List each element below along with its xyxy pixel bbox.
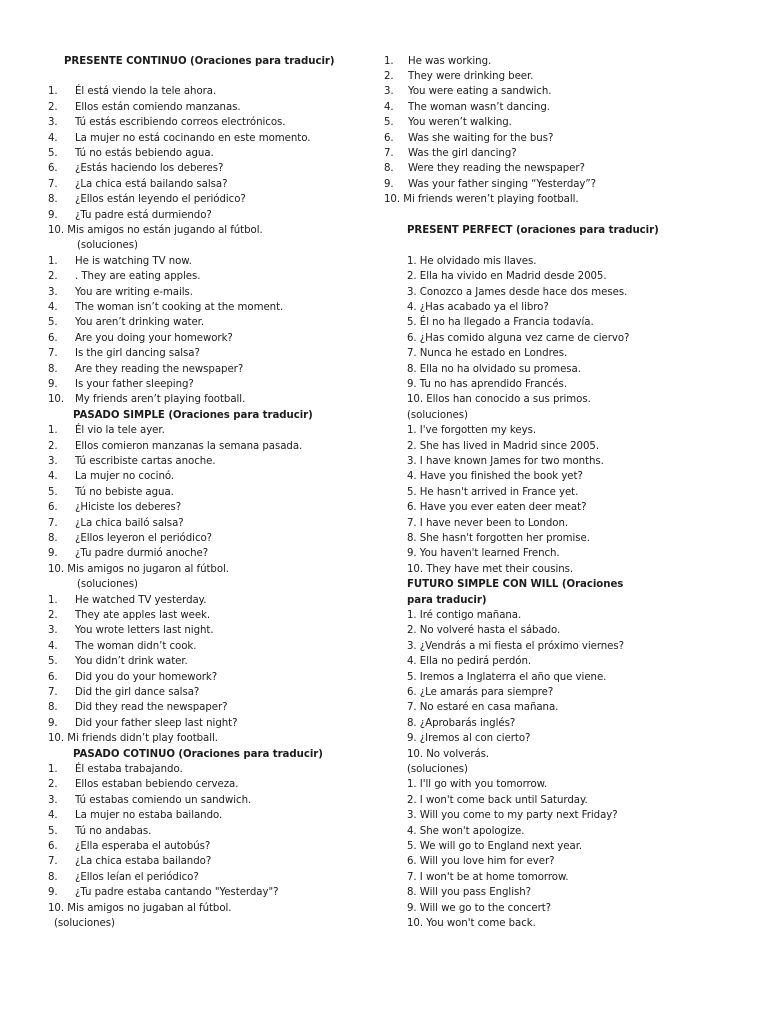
item-text: Did they read the newspaper? xyxy=(75,702,228,714)
item-text: ¿La chica estaba bailando? xyxy=(75,856,212,868)
item-text: ¿Ellos leyeron el periódico? xyxy=(75,532,213,544)
item-text: ¿Tu padre estaba cantando "Yesterday"? xyxy=(75,887,279,899)
list-item: 10. Mis amigos no jugaron al fútbol. xyxy=(48,563,229,575)
item-number: 7. xyxy=(48,178,58,190)
section-heading: PRESENT PERFECT (oraciones para traducir) xyxy=(407,224,659,236)
item-number: 8. xyxy=(48,702,58,714)
list-item: 10. Mis amigos no están jugando al fútbol. xyxy=(48,224,263,236)
section-heading: PASADO SIMPLE (Oraciones para traducir) xyxy=(73,409,313,421)
list-item: 10. They have met their cousins. xyxy=(407,563,574,575)
item-number: 3. xyxy=(48,455,58,467)
item-number: 9. xyxy=(48,378,58,390)
item-number: 2. xyxy=(48,779,58,791)
list-item: 1. Iré contigo mañana. xyxy=(407,609,522,621)
item-text: Did your father sleep last night? xyxy=(75,717,238,729)
item-text: The woman didn’t cook. xyxy=(75,640,197,652)
item-number: 2. xyxy=(48,271,58,283)
list-item: 10. Mi friends didn’t play football. xyxy=(48,733,218,745)
list-item: 2. Ella ha vivido en Madrid desde 2005. xyxy=(407,271,607,283)
list-item: 4. ¿Has acabado ya el libro? xyxy=(407,301,549,313)
list-item: 3. Conozco a James desde hace dos meses. xyxy=(407,286,628,298)
item-text: Tú escribiste cartas anoche. xyxy=(75,455,216,467)
item-text: Did the girl dance salsa? xyxy=(75,686,200,698)
section-heading: PASADO COTINUO (Oraciones para traducir) xyxy=(73,748,323,760)
item-number: 5. xyxy=(48,825,58,837)
list-item: 7. I have never been to London. xyxy=(407,517,569,529)
list-item: 8. Will you pass English? xyxy=(407,887,531,899)
item-number: 9. xyxy=(48,887,58,899)
item-number: 7. xyxy=(48,517,58,529)
item-text: He is watching TV now. xyxy=(75,255,192,267)
item-number: 9. xyxy=(48,548,58,560)
item-text: You didn’t drink water. xyxy=(75,656,188,668)
item-number: 2. xyxy=(48,101,58,113)
item-text: Ellos comieron manzanas la semana pasada. xyxy=(75,440,303,452)
item-text: ¿Hiciste los deberes? xyxy=(75,502,182,514)
item-number: 4. xyxy=(384,101,394,113)
item-number: 8. xyxy=(48,871,58,883)
item-text: You aren’t drinking water. xyxy=(75,317,205,329)
item-number: 3. xyxy=(384,86,394,98)
item-text: ¿Ella esperaba el autobús? xyxy=(75,840,211,852)
item-text: You weren’t walking. xyxy=(408,117,512,129)
item-text: He was working. xyxy=(408,55,492,67)
list-item: 3. Will you come to my party next Friday? xyxy=(407,810,618,822)
solutions-label: (soluciones) xyxy=(54,917,115,929)
item-number: 5. xyxy=(48,656,58,668)
item-number: 3. xyxy=(48,286,58,298)
item-number: 9. xyxy=(48,717,58,729)
list-item: 9. Will we go to the concert? xyxy=(407,902,552,914)
section-heading: FUTURO SIMPLE CON WILL (Oraciones para traducir) xyxy=(407,579,624,606)
item-number: 4. xyxy=(48,132,58,144)
item-number: 9. xyxy=(384,178,394,190)
item-number: 3. xyxy=(48,117,58,129)
section-heading: PRESENTE CONTINUO (Oraciones para traducir) xyxy=(64,55,335,67)
list-item: 10. Mis amigos no jugaban al fútbol. xyxy=(48,902,232,914)
item-number: 2. xyxy=(384,70,394,82)
item-text: Tú estabas comiendo un sandwich. xyxy=(75,794,252,806)
list-item: 8. Ella no ha olvidado su promesa. xyxy=(407,363,581,375)
item-number: 6. xyxy=(48,840,58,852)
solutions-label: (soluciones) xyxy=(77,579,138,591)
item-text: ¿Tu padre está durmiendo? xyxy=(75,209,212,221)
item-number: 3. xyxy=(48,625,58,637)
item-text: ¿Ellos están leyendo el periódico? xyxy=(75,194,246,206)
list-item: (soluciones) xyxy=(407,763,468,775)
item-number: 1. xyxy=(48,255,58,267)
item-text: My friends aren’t playing football. xyxy=(75,394,246,406)
item-text: Did you do your homework? xyxy=(75,671,218,683)
item-number: 4. xyxy=(48,640,58,652)
item-number: 5. xyxy=(384,117,394,129)
item-number: 4. xyxy=(48,471,58,483)
item-number: 2. xyxy=(48,609,58,621)
item-text: Él estaba trabajando. xyxy=(75,763,183,775)
item-number: 2. xyxy=(48,440,58,452)
item-text: Tú estás escribiendo correos electrónicos. xyxy=(75,117,286,129)
list-item: 8. ¿Aprobarás inglés? xyxy=(407,717,516,729)
item-number: 5. xyxy=(48,147,58,159)
item-text: ¿Estás haciendo los deberes? xyxy=(75,163,224,175)
item-number: 7. xyxy=(384,147,394,159)
item-number: 8. xyxy=(384,163,394,175)
item-number: 8. xyxy=(48,363,58,375)
list-item: 2. I won't come back until Saturday. xyxy=(407,794,588,806)
item-number: 1. xyxy=(48,425,58,437)
list-item: 3. ¿Vendrás a mi fiesta el próximo viernes? xyxy=(407,640,625,652)
list-item: 6. ¿Has comido alguna vez carne de ciervo? xyxy=(407,332,630,344)
item-text: Is the girl dancing salsa? xyxy=(75,348,200,360)
list-item: 4. She won't apologize. xyxy=(407,825,525,837)
item-text: You were eating a sandwich. xyxy=(408,86,552,98)
list-item: 4. Ella no pedirá perdón. xyxy=(407,656,532,668)
item-text: Ellos están comiendo manzanas. xyxy=(75,101,241,113)
item-number: 1. xyxy=(48,594,58,606)
item-text: Él vio la tele ayer. xyxy=(75,425,165,437)
list-item: 5. We will go to England next year. xyxy=(407,840,583,852)
item-number: 7. xyxy=(48,348,58,360)
list-item: 8. She hasn't forgotten her promise. xyxy=(407,532,590,544)
list-item: 10. No volverás. xyxy=(407,748,490,760)
list-item: 6. ¿Le amarás para siempre? xyxy=(407,686,554,698)
item-number: 5. xyxy=(48,317,58,329)
item-number: 4. xyxy=(48,301,58,313)
list-item: 7. I won't be at home tomorrow. xyxy=(407,871,569,883)
item-number: 7. xyxy=(48,686,58,698)
item-number: 4. xyxy=(48,810,58,822)
item-text: Was your father singing “Yesterday”? xyxy=(408,178,596,190)
list-item: 10. Mi friends weren’t playing football. xyxy=(384,194,579,206)
item-text: The woman isn’t cooking at the moment. xyxy=(75,301,284,313)
item-text: Were they reading the newspaper? xyxy=(408,163,585,175)
item-text: Was she waiting for the bus? xyxy=(408,132,554,144)
item-number: 6. xyxy=(48,502,58,514)
list-item: 3. I have known James for two months. xyxy=(407,455,604,467)
item-text: La mujer no está cocinando en este momento. xyxy=(75,132,311,144)
item-number: 3. xyxy=(48,794,58,806)
item-number: 6. xyxy=(48,671,58,683)
item-text: Was the girl dancing? xyxy=(408,147,517,159)
solutions-label: (soluciones) xyxy=(77,240,138,252)
list-item: 1. I'll go with you tomorrow. xyxy=(407,779,548,791)
list-item: (soluciones) xyxy=(407,409,468,421)
item-number: 10. xyxy=(48,394,65,406)
list-item: 9. You haven't learned French. xyxy=(407,548,560,560)
list-item: 1. I've forgotten my keys. xyxy=(407,425,537,437)
item-text: Él está viendo la tele ahora. xyxy=(75,86,217,98)
item-text: Is your father sleeping? xyxy=(75,378,194,390)
item-number: 8. xyxy=(48,194,58,206)
list-item: 6. Have you ever eaten deer meat? xyxy=(407,502,587,514)
list-item: 5. Él no ha llegado a Francia todavía. xyxy=(407,317,594,329)
item-text: You are writing e-mails. xyxy=(75,286,193,298)
item-number: 1. xyxy=(48,86,58,98)
list-item: 2. She has lived in Madrid since 2005. xyxy=(407,440,600,452)
item-text: Tú no andabas. xyxy=(75,825,152,837)
item-text: La mujer no estaba bailando. xyxy=(75,810,223,822)
item-text: ¿La chica está bailando salsa? xyxy=(75,178,228,190)
list-item: 7. Nunca he estado en Londres. xyxy=(407,348,568,360)
list-item: 10. Ellos han conocido a sus primos. xyxy=(407,394,591,406)
item-number: 6. xyxy=(48,163,58,175)
list-item: 2. No volveré hasta el sábado. xyxy=(407,625,561,637)
item-text: Ellos estaban bebiendo cerveza. xyxy=(75,779,239,791)
item-text: ¿La chica bailó salsa? xyxy=(75,517,184,529)
item-number: 8. xyxy=(48,532,58,544)
list-item: 5. He hasn't arrived in France yet. xyxy=(407,486,579,498)
item-text: Are you doing your homework? xyxy=(75,332,233,344)
item-number: 6. xyxy=(384,132,394,144)
item-text: Tú no bebiste agua. xyxy=(75,486,174,498)
item-text: ¿Ellos leían el periódico? xyxy=(75,871,199,883)
item-text: They were drinking beer. xyxy=(408,70,534,82)
item-number: 7. xyxy=(48,856,58,868)
list-item: 7. No estaré en casa mañana. xyxy=(407,702,559,714)
item-text: They ate apples last week. xyxy=(75,609,211,621)
list-item: 4. Have you finished the book yet? xyxy=(407,471,583,483)
item-text: The woman wasn’t dancing. xyxy=(408,101,550,113)
item-text: Tú no estás bebiendo agua. xyxy=(75,147,214,159)
list-item: 1. He olvidado mis llaves. xyxy=(407,255,537,267)
item-text: ¿Tu padre durmió anoche? xyxy=(75,548,209,560)
list-item: 9. Tu no has aprendido Francés. xyxy=(407,378,568,390)
list-item: 5. Iremos a Inglaterra el año que viene. xyxy=(407,671,607,683)
list-item: 6. Will you love him for ever? xyxy=(407,856,555,868)
item-number: 9. xyxy=(48,209,58,221)
item-text: La mujer no cocinó. xyxy=(75,471,175,483)
item-text: Are they reading the newspaper? xyxy=(75,363,244,375)
item-number: 1. xyxy=(384,55,394,67)
list-item: 9. ¿Iremos al con cierto? xyxy=(407,733,531,745)
item-text: You wrote letters last night. xyxy=(75,625,214,637)
item-text: He watched TV yesterday. xyxy=(75,594,207,606)
item-text: . They are eating apples. xyxy=(75,271,201,283)
item-number: 5. xyxy=(48,486,58,498)
item-number: 6. xyxy=(48,332,58,344)
list-item: 10. You won't come back. xyxy=(407,917,536,929)
item-number: 1. xyxy=(48,763,58,775)
